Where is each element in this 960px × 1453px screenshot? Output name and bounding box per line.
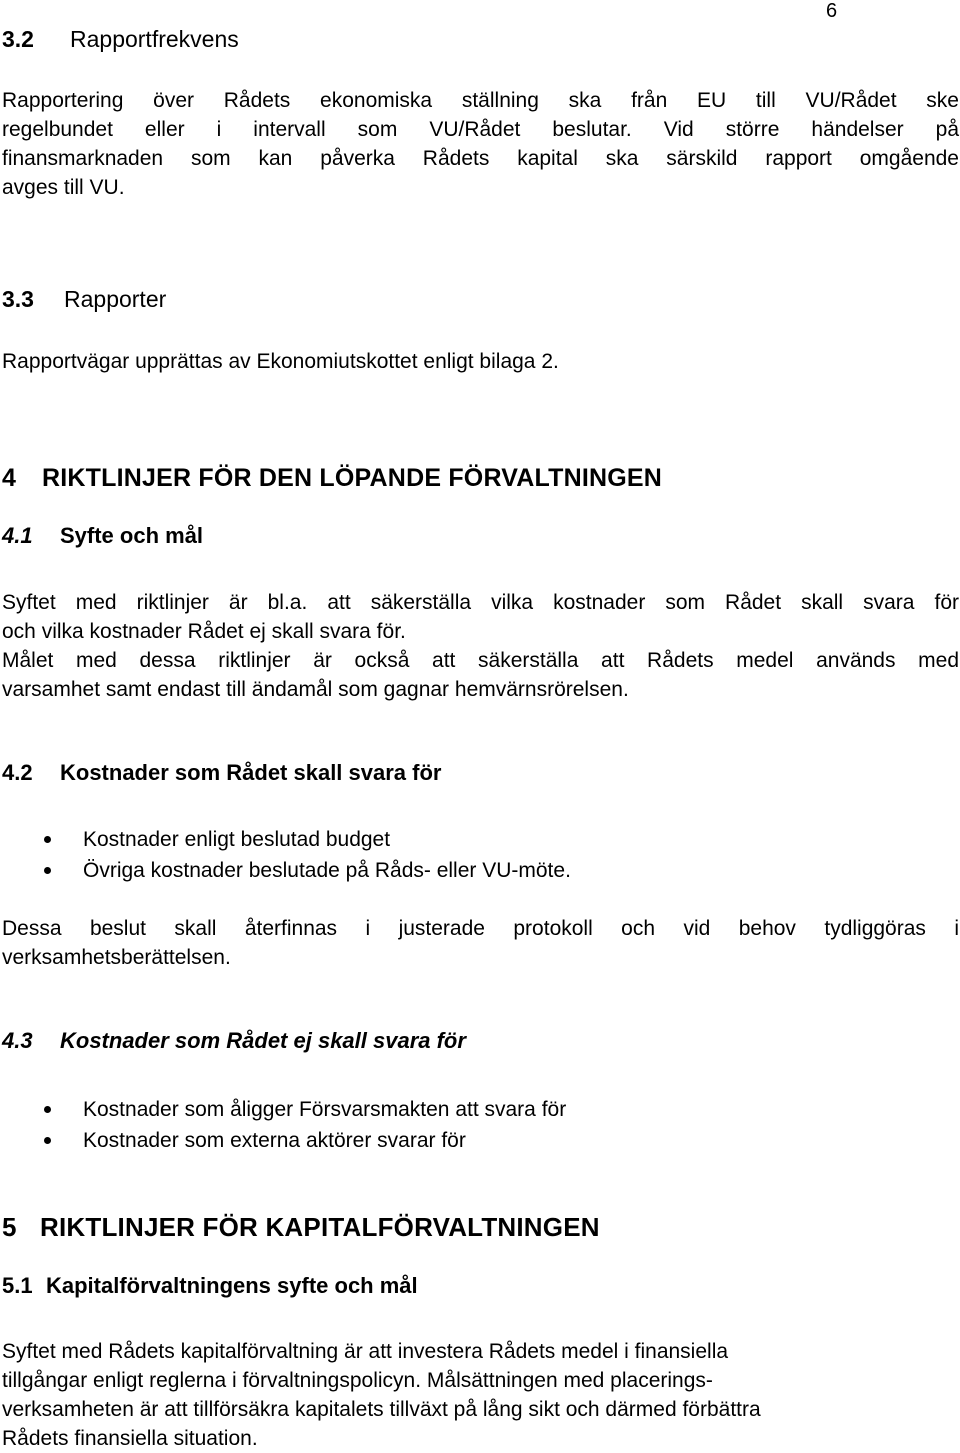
list-item xyxy=(0,1094,940,1125)
page-number: 6 xyxy=(826,0,838,22)
paragraph-line: Syftet med riktlinjer är bl.a. att säkerställa vilka kostnader som Rådet skall svara för xyxy=(2,591,959,614)
paragraph-line: och vilka kostnader Rådet ej skall svara för. xyxy=(2,620,406,643)
heading-4-3 xyxy=(2,1028,466,1054)
heading-number: 3.3 xyxy=(2,286,34,312)
heading-title: RIKTLINJER FÖR DEN LÖPANDE FÖRVALTNINGEN xyxy=(42,464,663,492)
heading-number: 4.1 xyxy=(2,523,33,548)
list-item-text: Kostnader som externa aktörer svarar för xyxy=(83,1129,466,1152)
paragraph-line: Rapportering över Rådets ekonomiska ställning ska från EU till VU/Rådet ske xyxy=(2,89,959,112)
paragraph-line: verksamhetsberättelsen. xyxy=(2,946,231,969)
bullet-icon xyxy=(44,1137,51,1144)
heading-title: Kostnader som Rådet skall svara för xyxy=(60,760,442,785)
list-item xyxy=(0,1125,940,1156)
heading-title: Syfte och mål xyxy=(60,523,204,548)
heading-4 xyxy=(2,464,662,493)
bullet-icon xyxy=(44,867,51,874)
bullet-icon xyxy=(44,836,51,843)
heading-3-3 xyxy=(2,286,166,313)
list-item-text: Kostnader enligt beslutad budget xyxy=(83,828,391,851)
list-item xyxy=(0,824,940,855)
heading-number: 3.2 xyxy=(2,26,34,52)
heading-4-1 xyxy=(2,523,203,549)
paragraph-line: Syftet med Rådets kapitalförvaltning är att investera Rådets medel i finansiella xyxy=(2,1340,729,1363)
paragraph-4-2 xyxy=(2,914,959,972)
paragraph-line: tillgångar enligt reglerna i förvaltningspolicyn. Målsättningen med placerings- xyxy=(2,1369,713,1392)
paragraph-line: Rådets finansiella situation. xyxy=(2,1427,258,1450)
paragraph-4-1 xyxy=(2,588,959,704)
heading-4-2 xyxy=(2,760,441,786)
heading-number: 4 xyxy=(2,464,17,492)
heading-title: Rapporter xyxy=(64,286,167,312)
list-item-text: Övriga kostnader beslutade på Råds- eller VU-möte. xyxy=(83,859,571,882)
paragraph-line: Målet med dessa riktlinjer är också att säkerställa att Rådets medel används med xyxy=(2,649,959,672)
heading-title: Kapitalförvaltningens syfte och mål xyxy=(46,1273,418,1298)
paragraph-line: finansmarknaden som kan påverka Rådets kapital ska särskild rapport omgående xyxy=(2,147,959,170)
paragraph-line: Dessa beslut skall återfinnas i justerade protokoll och vid behov tydliggöras i xyxy=(2,917,959,940)
heading-title: Rapportfrekvens xyxy=(70,26,239,52)
paragraph-line: varsamhet samt endast till ändamål som gagnar hemvärnsrörelsen. xyxy=(2,678,629,701)
heading-number: 5 xyxy=(2,1212,17,1242)
paragraph-line: verksamheten är att tillförsäkra kapitalets tillväxt på lång sikt och därmed förbättra xyxy=(2,1398,761,1421)
paragraph-line: regelbundet eller i intervall som VU/Rådet beslutar. Vid större händelser på xyxy=(2,118,959,141)
paragraph-line: avges till VU. xyxy=(2,176,125,199)
bullet-list-4-2 xyxy=(0,824,940,886)
heading-title: RIKTLINJER FÖR KAPITALFÖRVALTNINGEN xyxy=(40,1212,600,1242)
list-item xyxy=(0,855,940,886)
heading-5 xyxy=(2,1212,600,1243)
heading-number: 4.2 xyxy=(2,760,33,785)
heading-number: 5.1 xyxy=(2,1273,33,1298)
paragraph-5-1 xyxy=(2,1337,959,1453)
paragraph-3-2 xyxy=(2,86,959,202)
heading-3-2 xyxy=(2,26,239,53)
bullet-list-4-3 xyxy=(0,1094,940,1156)
heading-5-1 xyxy=(2,1273,418,1299)
list-item-text: Kostnader som åligger Försvarsmakten att svara för xyxy=(83,1098,567,1121)
heading-title: Kostnader som Rådet ej skall svara för xyxy=(60,1028,466,1053)
paragraph-3-3: Rapportvägar upprättas av Ekonomiutskottet enligt bilaga 2. xyxy=(2,350,559,373)
bullet-icon xyxy=(44,1106,51,1113)
heading-number: 4.3 xyxy=(2,1028,33,1053)
